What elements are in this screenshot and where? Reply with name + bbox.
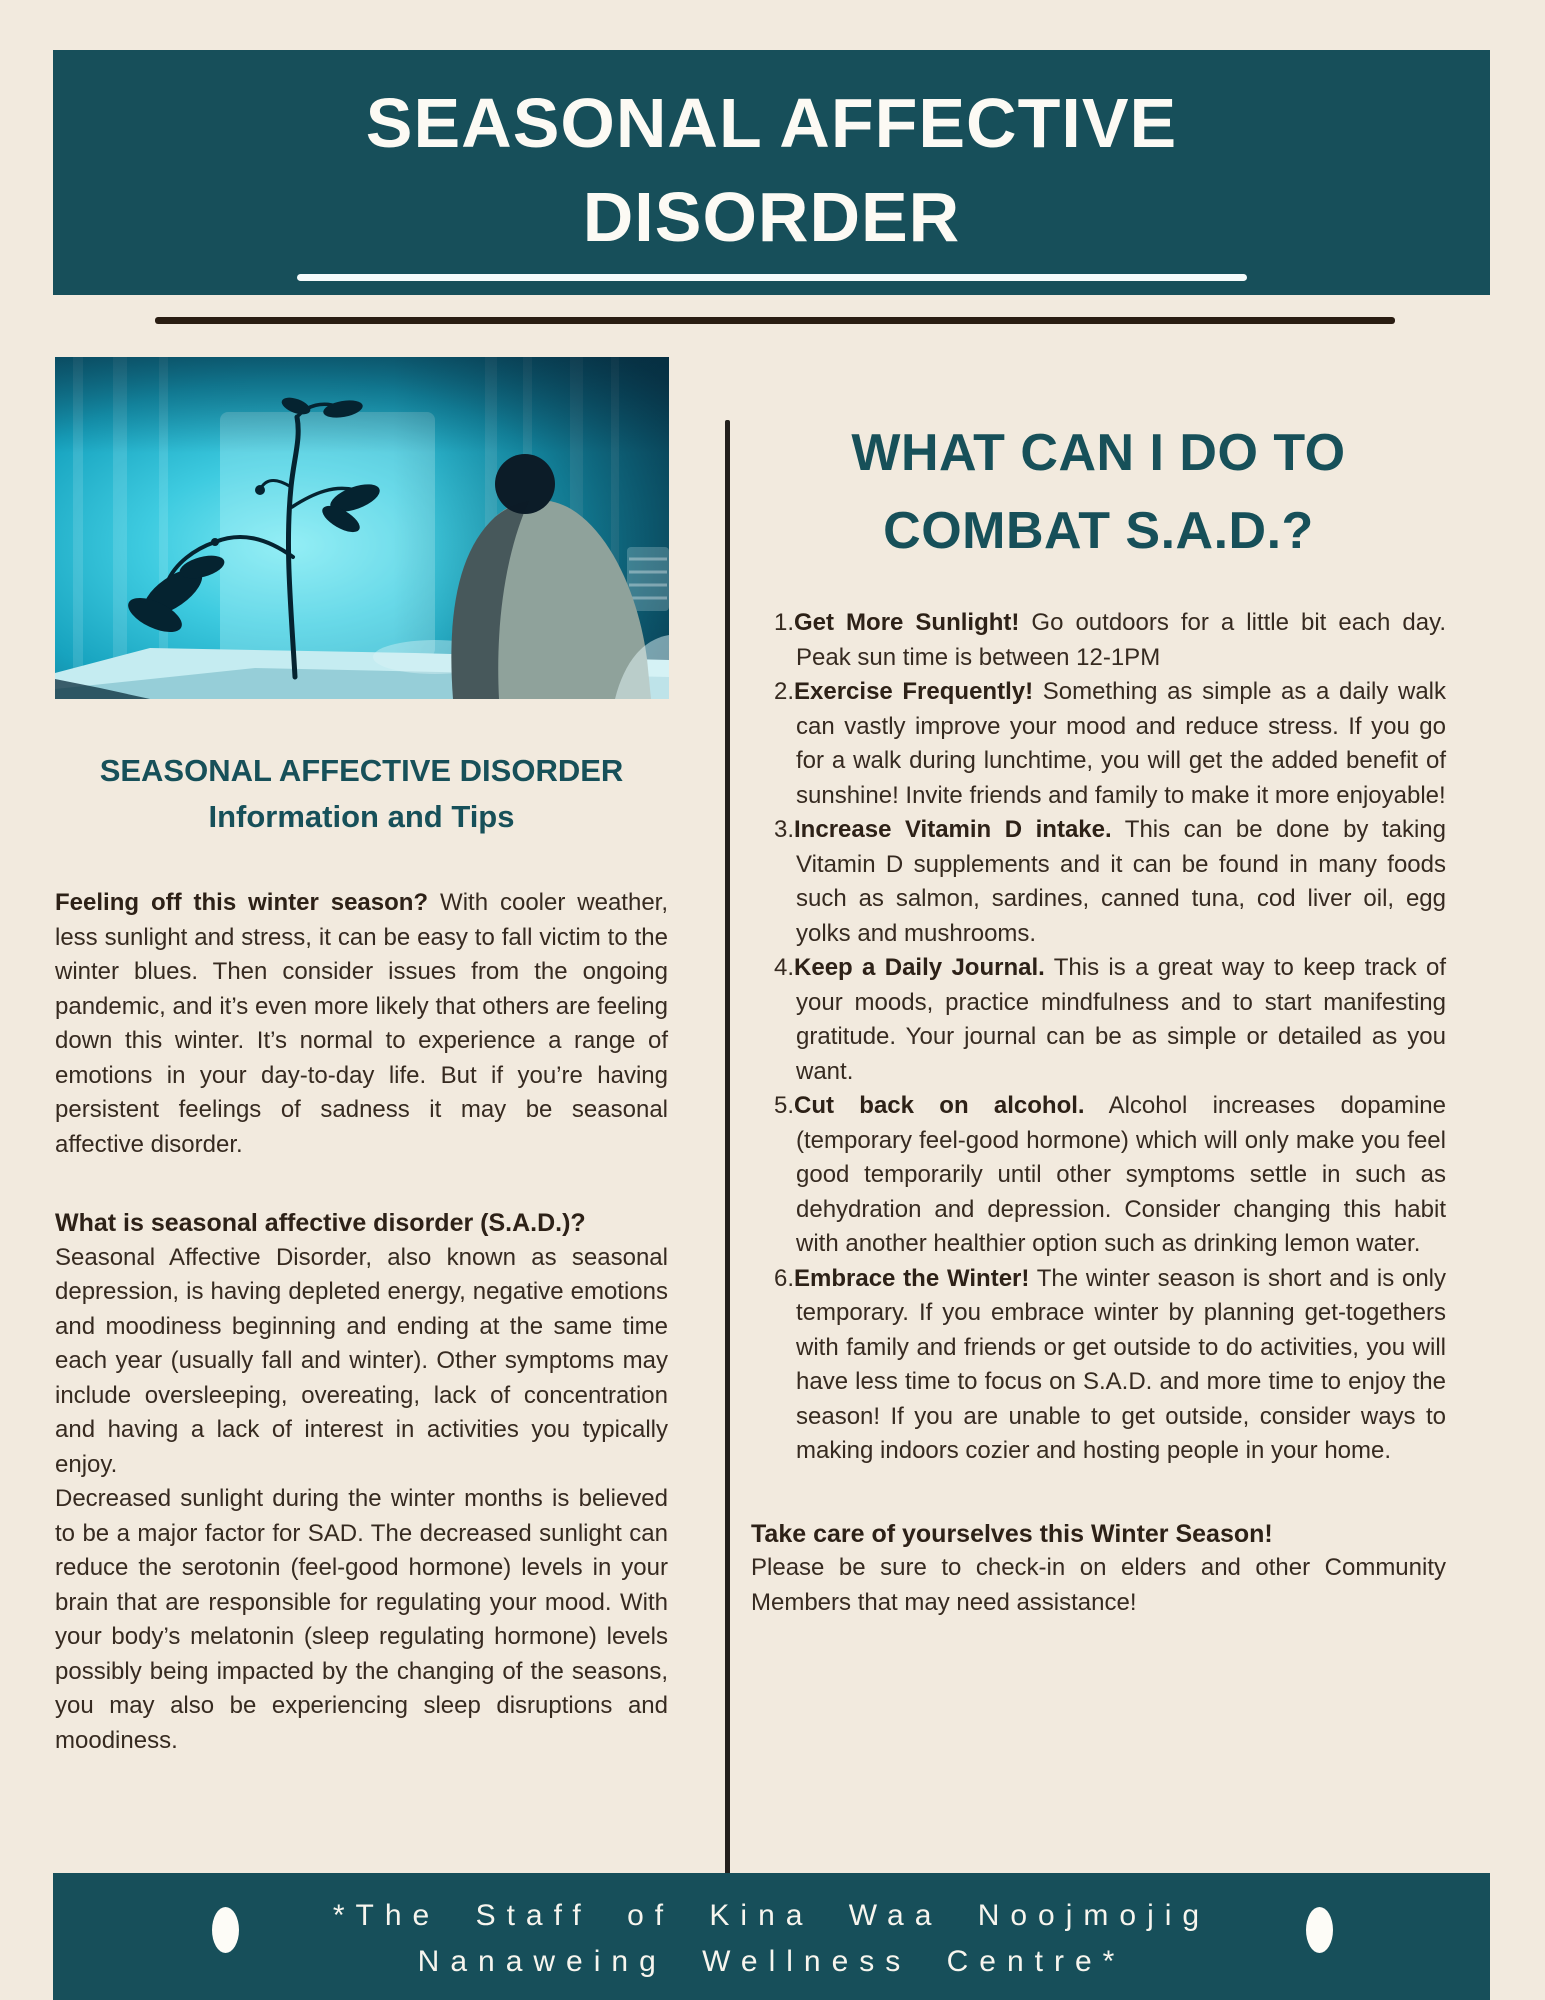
- intro-lead: Feeling off this winter season?: [55, 889, 429, 916]
- what-is-heading: What is seasonal affective disorder (S.A.D.)?: [55, 1209, 586, 1237]
- tip-item-4: [774, 951, 1446, 1089]
- combat-heading-line1: WHAT CAN I DO TO: [851, 424, 1346, 482]
- footer-line1: *The Staff of Kina Waa Noojmojig: [332, 1899, 1211, 1932]
- page-title-line1: SEASONAL AFFECTIVE: [365, 84, 1178, 162]
- photo-bedroom-blue: [55, 357, 669, 699]
- outro-text: Please be sure to check-in on elders and other Community Members that may need assistance!: [751, 1554, 1446, 1616]
- dot-icon: [212, 1907, 239, 1953]
- tip-number: 5.: [774, 1092, 795, 1119]
- section-heading-line1: SEASONAL AFFECTIVE DISORDER: [99, 753, 624, 788]
- tip-text: Something as simple as a daily walk can vastly improve your mood and reduce stress. If you go for a walk during lunchtime, you will get the added benefit of sunshine! Invite friends and family to make it more enjoyable!: [796, 678, 1446, 809]
- tip-item-6: [774, 1262, 1446, 1469]
- sunlight-paragraph: Decreased sunlight during the winter months is believed to be a major factor for SAD. The decreased sunlight can reduce the serotonin (feel-good hormone) levels in your brain that are responsible for regulating your mood. With your body’s melatonin (sleep regulating hormone) levels possibly being impacted by the changing of the seasons, you may also be experiencing sleep disruptions and moodiness.: [55, 1485, 668, 1754]
- tip-lead: Cut back on alcohol.: [794, 1092, 1085, 1119]
- page-title: [53, 50, 1490, 264]
- intro-text: With cooler weather, less sunlight and stress, it can be easy to fall victim to the winter blues. Then consider issues from the ongoing pandemic, and it’s even more likely that others are feeling down this winter. It’s normal to experience a range of emotions in your day-to-day life. But if you’re having persistent feelings of sadness it may be seasonal affective disorder.: [55, 889, 669, 1158]
- tip-text: Go outdoors for a little bit each day. Peak sun time is between 12-1PM: [796, 609, 1447, 671]
- tip-lead: Keep a Daily Journal.: [794, 954, 1045, 981]
- what-is-paragraph: Seasonal Affective Disorder, also known as seasonal depression, is having depleted energy, negative emotions and moodiness beginning and ending at the same time each year (usually fall and winter). Other symptoms may include oversleeping, overeating, lack of concentration and having a lack of interest in activities you typically enjoy.: [55, 1243, 668, 1478]
- title-underline: [297, 274, 1247, 281]
- tip-text: This is a great way to keep track of your moods, practice mindfulness and to start manifesting gratitude. Your journal can be as simple or detailed as you want.: [796, 954, 1446, 1085]
- tip-item-5: [774, 1089, 1446, 1262]
- tip-item-2: [774, 675, 1446, 813]
- footer-banner: [53, 1873, 1490, 2000]
- right-column: [751, 414, 1446, 1620]
- outro-block: [751, 1517, 1446, 1621]
- column-divider: [725, 420, 730, 1885]
- combat-heading-line2: COMBAT S.A.D.?: [883, 502, 1314, 560]
- tip-lead: Get More Sunlight!: [794, 609, 1020, 636]
- dot-icon: [1306, 1907, 1333, 1953]
- footer-line2: Nanaweing Wellness Centre*: [417, 1945, 1126, 1978]
- tip-text: The winter season is short and is only temporary. If you embrace winter by planning get-togethers with family and friends or get outside to do activities, you will have less time to focus on S.A.D. and more time to enjoy the season! If you are unable to get outside, consider ways to making indoors cozier and hosting people in your home.: [796, 1264, 1447, 1464]
- left-column: [55, 748, 668, 1758]
- intro-paragraph: [55, 886, 668, 1162]
- tip-text: Alcohol increases dopamine (temporary feel-good hormone) which will only make you feel good temporarily until other symptoms settle in such as dehydration and depression. Consider changing this habit with another healthier option such as drinking lemon water.: [796, 1092, 1446, 1257]
- combat-heading: [751, 414, 1446, 570]
- tip-item-3: [774, 813, 1446, 951]
- header-banner: [53, 50, 1490, 295]
- tips-list: [774, 606, 1446, 1469]
- tip-number: 4.: [774, 954, 795, 981]
- section-heading-line2: Information and Tips: [208, 799, 515, 834]
- tip-text: This can be done by taking Vitamin D supplements and it can be found in many foods such as salmon, sardines, canned tuna, cod liver oil, egg yolks and mushrooms.: [796, 816, 1446, 947]
- tip-number: 6.: [774, 1264, 795, 1292]
- horizontal-rule: [155, 317, 1395, 324]
- tip-lead: Exercise Frequently!: [794, 678, 1034, 705]
- tip-number: 3.: [774, 816, 795, 843]
- tip-number: 1.: [774, 609, 795, 636]
- tip-number: 2.: [774, 678, 795, 705]
- tip-lead: Embrace the Winter!: [794, 1264, 1030, 1292]
- outro-lead: Take care of yourselves this Winter Season!: [751, 1519, 1273, 1548]
- photo-illustration: [55, 357, 669, 699]
- tip-lead: Increase Vitamin D intake.: [794, 816, 1112, 843]
- tip-item-1: [774, 606, 1446, 675]
- page-title-line2: DISORDER: [582, 178, 961, 256]
- section-heading: [55, 748, 668, 840]
